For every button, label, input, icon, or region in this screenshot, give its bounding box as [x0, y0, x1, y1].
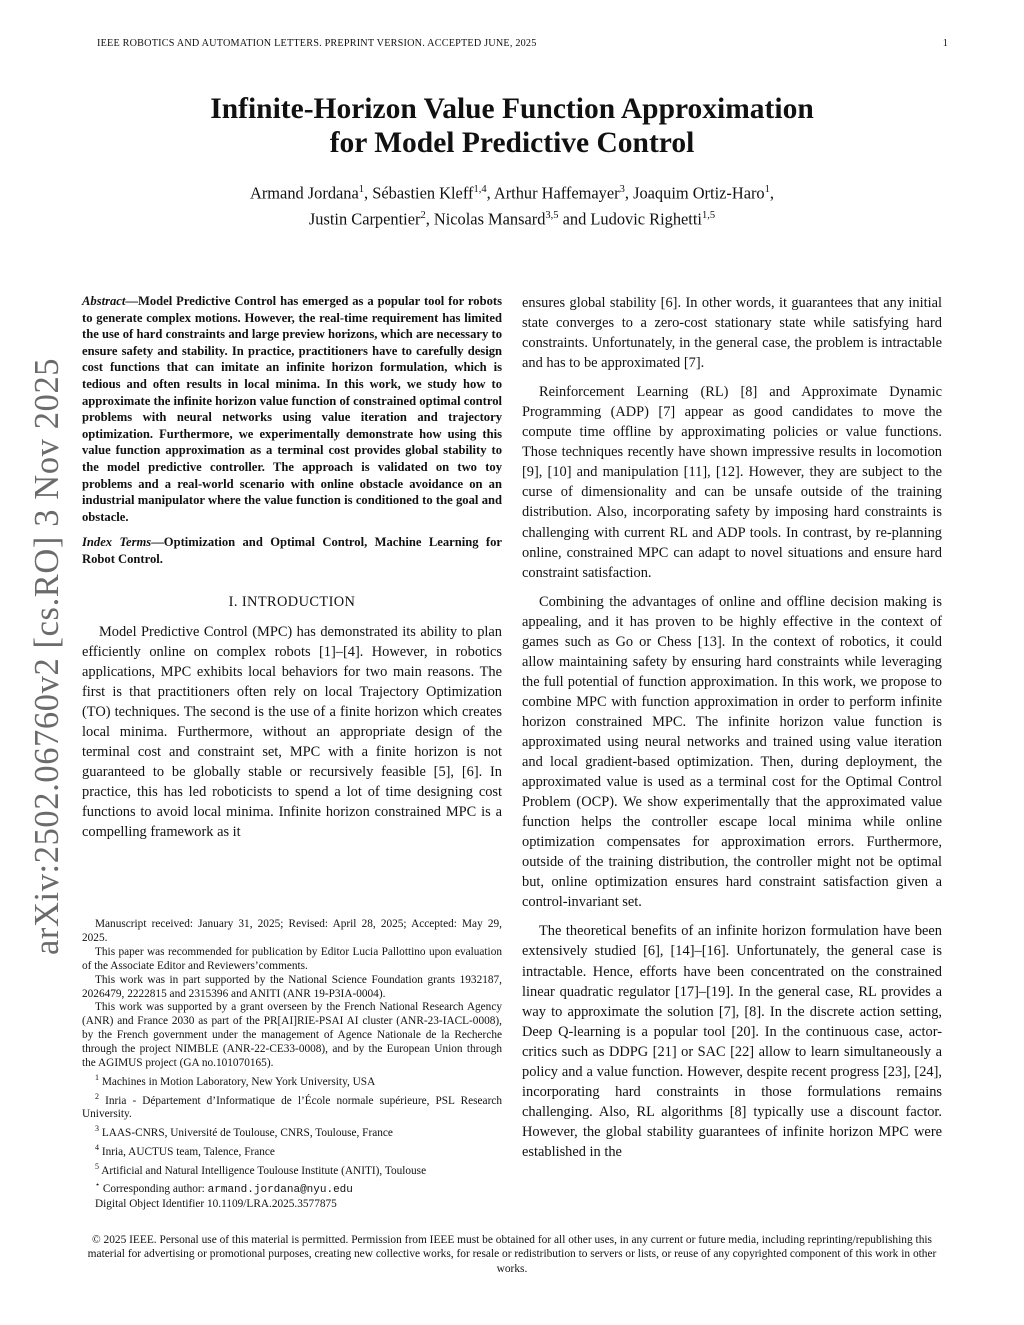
- corresponding-author: [82, 1178, 502, 1198]
- editor-note: This paper was recommended for publication by Editor Lucia Pallottino upon evaluation of the Associate Editor and Reviewers’comments.: [82, 945, 502, 972]
- author-separator: ,: [364, 183, 373, 203]
- affiliation-1: [82, 1071, 502, 1090]
- running-head: [97, 38, 948, 49]
- author-name: Justin Carpentier: [308, 209, 421, 229]
- paper-title: [0, 92, 1024, 160]
- affiliation-text: Inria, AUCTUS team, Talence, France: [101, 1145, 275, 1158]
- affiliation-mark: 1,4: [473, 184, 487, 195]
- corresponding-label: Corresponding author:: [102, 1183, 205, 1195]
- author-separator: ,: [425, 209, 434, 229]
- affiliation-4: [82, 1141, 502, 1160]
- affiliation-text: Artificial and Natural Intelligence Toulouse Institute (ANITI), Toulouse: [101, 1164, 427, 1177]
- author-separator: ,: [486, 183, 494, 203]
- affiliation-text: Machines in Motion Laboratory, New York University, USA: [101, 1075, 376, 1088]
- affiliation-mark: 1: [358, 184, 365, 195]
- affiliation-5: [82, 1160, 502, 1179]
- index-terms-text: Optimization and Optimal Control, Machine Learning for Robot Control.: [82, 535, 502, 566]
- affiliation-mark: 1: [95, 1072, 99, 1082]
- affiliation-text: LAAS-CNRS, Université de Toulouse, CNRS, Toulouse, France: [101, 1126, 393, 1139]
- intro-paragraph-1: Model Predictive Control (MPC) has demonstrated its ability to plan efficiently online on complex robots [1]–[4]. However, in robotics applications, MPC exhibits local behaviors for two main reasons. The first is that practitioners often rely on local Trajectory Optimization (TO) techniques. The second is the use of a finite horizon which creates local minima. Furthermore, without an appropriate design of the terminal cost and constraint set, MPC with a finite horizon is not guaranteed to be globally stable or recursively feasible [5], [6]. In practice, this has led roboticists to spend a lot of time designing cost functions to avoid local minima. Infinite horizon constrained MPC is a compelling framework as it: [82, 623, 502, 841]
- author-name: Arthur Haffemayer: [493, 183, 620, 203]
- index-terms-dash: —: [151, 535, 164, 550]
- intro-paragraph-4: The theoretical benefits of an infinite horizon formulation have been extensively studied [6], [14]–[16]. Unfortunately, the general case is intractable. Hence, efforts have been concentrated on the constrained linear quadratic regulator [17]–[19]. In the general case, RL provides a way to approximate the solution [7], [8]. In the discrete action setting, Deep Q-learning is a popular tool [20]. In the continuous case, actor-critics such as DDPG [21] or SAC [22] allow to learn simultaneously a policy and a value function. However, despite recent progress [23], [24], incorporating hard constraints in those formulations remains challenging. Also, RL algorithms [8] typically use a discount factor. However, the global stability guarantees of infinite horizon MPC were established in the: [522, 923, 942, 1160]
- affiliation-mark: 2: [420, 210, 426, 222]
- funding-note-2: This work was supported by a grant overseen by the French National Research Agency (ANR) and France 2030 as part of the PR[AI]RIE-PSAI AI cluster (ANR-23-IACL-0008), by the French government under the management of Agence Nationale de la Recherche through the project NIMBLE (ANR-22-CE33-0008), and by the European Union through the AGIMUS project (GA no.101070165).: [82, 1001, 502, 1070]
- affiliation-mark: 3,5: [545, 210, 559, 222]
- author-separator: ,: [769, 183, 774, 203]
- affiliation-2: [82, 1090, 502, 1123]
- abstract-label: Abstract: [82, 294, 126, 308]
- corresponding-email-link[interactable]: armand.jordana@nyu.edu: [207, 1184, 353, 1196]
- author-separator: ,: [624, 183, 634, 203]
- author-line-2: [0, 204, 1024, 230]
- author-name: Ludovic Righetti: [590, 209, 702, 229]
- copyright-notice: © 2025 IEEE. Personal use of this material is permitted. Permission from IEEE must be obtained for all other uses, in any current or future media, including reprinting/republishing this material for advertising or promotional purposes, creating new collective works, for resale or redistribution to servers or lists, or reuse of any copyrighted component of this work in other works.: [87, 1234, 937, 1275]
- section-heading-introduction: I. INTRODUCTION: [228, 593, 356, 610]
- abstract-dash: —: [125, 294, 138, 308]
- affiliation-mark: 1: [764, 184, 770, 195]
- author-name: Sébastien Kleff: [372, 183, 474, 203]
- affiliation-mark: 2: [95, 1091, 99, 1101]
- footnotes: [82, 918, 502, 1212]
- left-column: [82, 293, 502, 842]
- title-line-2: for Model Predictive Control: [329, 127, 695, 159]
- author-list: [0, 178, 1024, 231]
- author-name: Joaquim Ortiz-Haro: [633, 183, 765, 203]
- affiliation-mark: 3: [95, 1124, 99, 1134]
- author-line-1: [0, 178, 1024, 204]
- corresponding-mark: ⋆: [95, 1180, 101, 1190]
- intro-paragraph-1-continued: ensures global stability [6]. In other words, it guarantees that any initial state converges to a zero-cost stationary state while satisfying hard constraints. Unfortunately, in the general case, the problem is intractable and has to be approximated [7].: [522, 295, 942, 372]
- author-name: Armand Jordana: [250, 183, 359, 203]
- page-number: 1: [942, 38, 948, 49]
- doi: Digital Object Identifier 10.1109/LRA.2025.3577875: [95, 1197, 337, 1210]
- abstract: [82, 293, 502, 525]
- index-terms-label: Index Terms: [82, 535, 152, 550]
- author-separator: and: [558, 209, 591, 229]
- journal-name: IEEE ROBOTICS AND AUTOMATION LETTERS. PREPRINT VERSION. ACCEPTED JUNE, 2025: [97, 38, 537, 49]
- author-name: Nicolas Mansard: [433, 209, 546, 229]
- affiliation-mark: 4: [95, 1142, 99, 1152]
- abstract-text: Model Predictive Control has emerged as a popular tool for robots to generate complex motions. However, the real-time requirement has limited the use of hard constraints and large preview horizons, which are necessary to ensure safety and stability. In practice, practitioners have to carefully design cost functions that can imitate an infinite horizon formulation, which is tedious and often results in local minima. In this work, we study how to approximate the infinite horizon value function of constrained optimal control problems with neural networks using value iteration and trajectory optimization. Furthermore, we experimentally demonstrate how using this value function approximation as a terminal cost provides global stability to the model predictive controller. The approach is validated on two toy problems and a real-world scenario with online obstacle avoidance on an industrial manipulator where the value function is conditioned to the goal and obstacle.: [82, 294, 502, 524]
- title-line-1: Infinite-Horizon Value Function Approximation: [210, 93, 814, 125]
- funding-note-1: This work was in part supported by the National Science Foundation grants 1932187, 2026479, 2222815 and 2315396 and ANITI (ANR 19-P3IA-0004).: [82, 973, 502, 1000]
- affiliation-mark: 5: [95, 1161, 99, 1171]
- affiliation-mark: 3: [619, 184, 625, 195]
- arxiv-identifier[interactable]: arXiv:2502.06760v2 [cs.RO] 3 Nov 2025: [28, 357, 66, 955]
- right-column: [522, 293, 942, 1162]
- manuscript-dates: Manuscript received: January 31, 2025; Revised: April 28, 2025; Accepted: May 29, 2025.: [82, 918, 502, 944]
- intro-paragraph-2: Reinforcement Learning (RL) [8] and Approximate Dynamic Programming (ADP) [7] appear as good candidates to move the compute time offline by approximating policies or value functions. Those techniques recently have shown impressive results in locomotion [9], [10] and manipulation [11], [12]. However, they are subject to the curse of dimensionality and can be unsafe outside of the training distribution. Also, incorporating safety by imposing hard constraints is challenging with current RL and ADP tools. In contrast, by re-planning online, constrained MPC can adapt to novel situations and ensure hard constraint satisfaction.: [522, 384, 942, 581]
- affiliation-mark: 1,5: [701, 210, 716, 222]
- index-terms: [82, 534, 502, 567]
- intro-paragraph-3: Combining the advantages of online and offline decision making is appealing, and it has proven to be highly effective in the context of games such as Go or Chess [13]. In the context of robotics, it could allow maintaining safety by ensuring hard constraints while leveraging the full potential of function approximation. In this work, we propose to combine MPC with function approximation in order to perform infinite horizon constrained MPC. The infinite horizon value function is approximated using neural networks and trained using value iteration and local gradient-based optimization. Then, during deployment, the approximated value is used as a terminal cost for the Optimal Control Problem (OCP). We show experimentally that the approximated value function helps the controller escape local minima while online optimization compensates for approximation errors. Furthermore, outside of the training distribution, the controller might not be optimal but, online optimization ensures hard constraint satisfaction given a control-invariant set.: [522, 593, 942, 911]
- affiliation-text: Inria - Département d’Informatique de l’École normale supérieure, PSL Research University.: [82, 1094, 502, 1121]
- affiliation-3: [82, 1122, 502, 1141]
